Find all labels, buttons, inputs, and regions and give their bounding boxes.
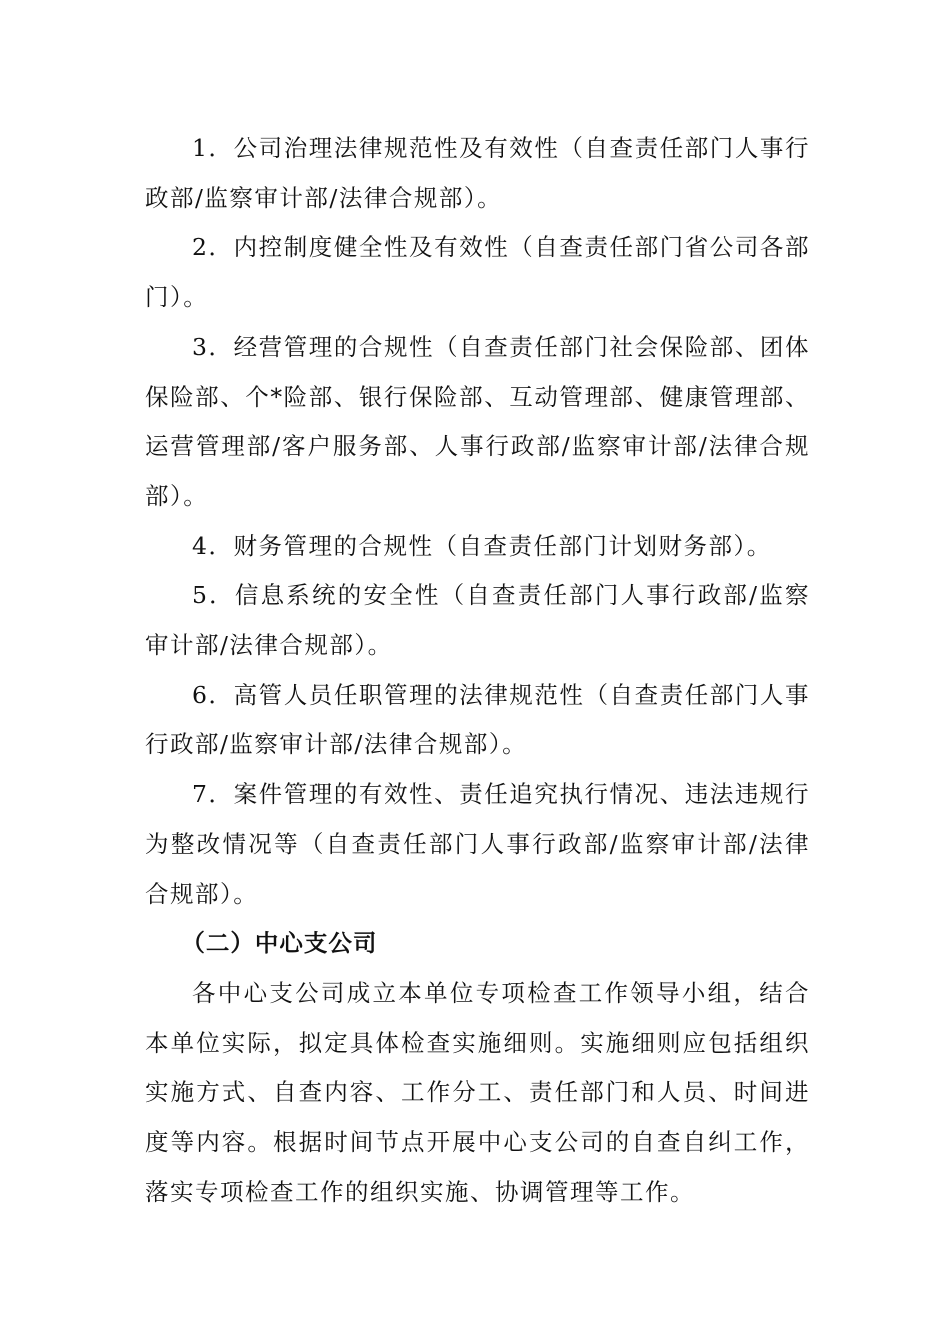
list-item-3: 3．经营管理的合规性（自查责任部门社会保险部、团体保险部、个*险部、银行保险部、互动管理部、健康管理部、运营管理部/客户服务部、人事行政部/监察审计部/法律合规部）。: [145, 332, 810, 510]
list-item-5: 5．信息系统的安全性（自查责任部门人事行政部/监察审计部/法律合规部）。: [145, 581, 810, 660]
section-heading: （二）中心支公司: [181, 929, 378, 958]
list-item-6: 6．高管人员任职管理的法律规范性（自查责任部门人事行政部/监察审计部/法律合规部）。: [145, 680, 810, 759]
list-item-2: 2．内控制度健全性及有效性（自查责任部门省公司各部门）。: [145, 233, 810, 312]
list-item-4: 4．财务管理的合规性（自查责任部门计划财务部）。: [192, 531, 772, 560]
document-body: [145, 124, 810, 1217]
list-item-7: 7．案件管理的有效性、责任追究执行情况、违法违规行为整改情况等（自查责任部门人事行政部/监察审计部/法律合规部）。: [145, 780, 810, 908]
list-item-1: 1．公司治理法律规范性及有效性（自查责任部门人事行政部/监察审计部/法律合规部）。: [145, 134, 810, 212]
section-paragraph: 各中心支公司成立本单位专项检查工作领导小组，结合本单位实际，拟定具体检查实施细则。实施细则应包括组织实施方式、自查内容、工作分工、责任部门和人员、时间进度等内容。根据时间节点开展中心支公司的自查自纠工作，落实专项检查工作的组织实施、协调管理等工作。: [145, 978, 810, 1206]
